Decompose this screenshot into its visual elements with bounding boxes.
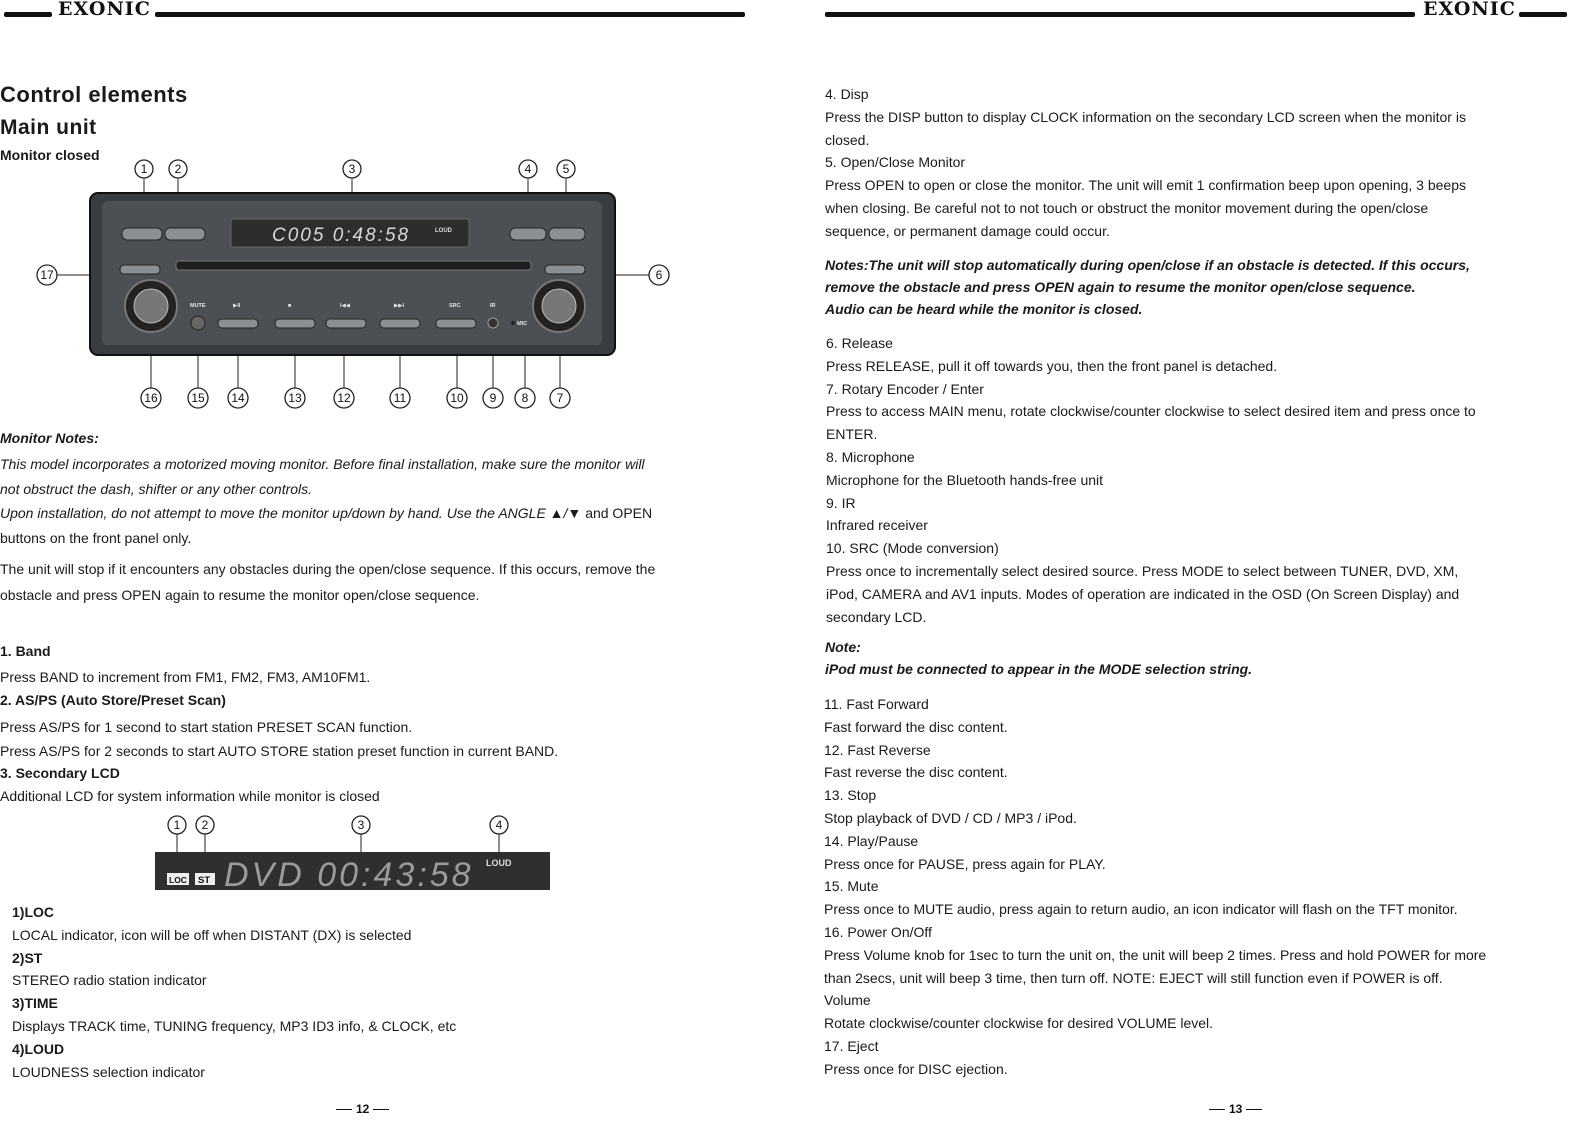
lcd-loc-label: LOC	[169, 875, 187, 885]
item-14-title: 14. Play/Pause	[824, 832, 919, 849]
band-button[interactable]	[122, 228, 162, 240]
callout-15: 15	[191, 391, 205, 405]
stop-line-1: The unit will stop if it encounters any obstacles during the open/close sequence. If this occurs, remove the	[0, 561, 656, 577]
item-2-title: 2. AS/PS (Auto Store/Preset Scan)	[0, 692, 226, 708]
note2-text: iPod must be connected to appear in the MODE selection string.	[825, 661, 1253, 677]
item-3-desc: Additional LCD for system information while monitor is closed	[0, 788, 380, 804]
callout-13: 13	[288, 391, 302, 405]
lcd-item-3-desc: Displays TRACK time, TUNING frequency, MP3 ID3 info, & CLOCK, etc	[12, 1017, 457, 1034]
item-5-desc-2: when closing. Be careful not to not touch or obstruct the monitor movement during the open/close	[825, 199, 1429, 216]
callout-9: 9	[489, 391, 497, 405]
notes-line-3-tail: and OPEN	[585, 505, 653, 521]
callout-4: 4	[524, 162, 532, 176]
page-title: Control elements	[0, 82, 188, 107]
lcd-item-3-title: 3)TIME	[12, 995, 58, 1012]
brand-logo: EXONIC	[58, 0, 151, 20]
item-17-title: 17. Eject	[824, 1037, 879, 1054]
item-5-title: 5. Open/Close Monitor	[825, 154, 966, 171]
release-button[interactable]	[545, 265, 585, 274]
monitor-notes-body	[0, 452, 652, 526]
monitor-notes-title: Monitor Notes:	[0, 430, 99, 446]
item-13-desc: Stop playback of DVD / CD / MP3 / iPod.	[824, 809, 1077, 826]
item-6-title: 6. Release	[826, 335, 893, 351]
disc-slot	[176, 261, 531, 270]
header-rule-left	[4, 12, 52, 17]
rotary-encoder-cap	[542, 289, 576, 323]
label-mic: MIC	[517, 321, 528, 327]
label-rew: I◀◀	[340, 303, 350, 309]
notes-line-3-text: Upon installation, do not attempt to move the monitor up/down by hand. Use the ANGLE ▲/▼	[0, 505, 582, 521]
label-play: ▶II	[233, 303, 241, 309]
note2-title: Note:	[825, 639, 861, 655]
item-13-title: 13. Stop	[824, 787, 877, 804]
notes-line-4: buttons on the front panel only.	[0, 530, 192, 546]
right-page	[790, 0, 1577, 1122]
obstacle-note	[825, 254, 1470, 320]
item-16-desc-3: Volume	[824, 992, 871, 1009]
page-number-right: 13	[1229, 1102, 1243, 1116]
callout-1: 1	[140, 162, 148, 176]
item-9-title: 9. IR	[826, 494, 856, 511]
lcd-item-1-desc: LOCAL indicator, icon will be off when DISTANT (DX) is selected	[12, 926, 412, 943]
item-12-title: 12. Fast Reverse	[824, 741, 931, 758]
lcd-callout-2: 2	[201, 818, 209, 832]
notes-line-1: This model incorporates a motorized moving monitor. Before final installation, make sure the monitor will	[0, 456, 645, 472]
monitor-caption: Monitor closed	[0, 147, 100, 163]
label-ir: IR	[490, 303, 496, 309]
callout-5: 5	[562, 162, 570, 176]
callout-3: 3	[348, 162, 356, 176]
stop-notice	[0, 556, 655, 608]
secondary-lcd-diagram	[150, 812, 555, 894]
lcd-item-4-desc: LOUDNESS selection indicator	[12, 1063, 205, 1080]
item-2-desc-2: Press AS/PS for 2 seconds to start AUTO STORE station preset function in current BAND.	[0, 743, 559, 759]
ipod-note	[825, 636, 1252, 680]
note1-line-2: remove the obstacle and press OPEN again to resume the monitor open/close sequence.	[825, 279, 1416, 295]
unit-lcd-text: C005 0:48:58	[272, 225, 411, 246]
disp-button[interactable]	[510, 228, 546, 240]
item-1-title: 1. Band	[0, 643, 51, 659]
callout-11: 11	[393, 391, 407, 405]
item-2-desc-1: Press AS/PS for 1 second to start station PRESET SCAN function.	[0, 719, 413, 735]
stop-line-2: obstacle and press OPEN again to resume the monitor open/close sequence.	[0, 587, 480, 603]
lcd-item-1-title: 1)LOC	[12, 904, 54, 920]
item-15-desc: Press once to MUTE audio, press again to return audio, an icon indicator will flash on the TFT monitor.	[824, 901, 1458, 918]
note1-line-3: Audio can be heard while the monitor is closed.	[825, 301, 1143, 317]
callout-16: 16	[144, 391, 158, 405]
stop-button[interactable]	[275, 319, 315, 328]
left-header	[0, 0, 760, 22]
lcd-loud-label: LOUD	[486, 858, 512, 868]
section-title: Main unit	[0, 116, 97, 139]
microphone	[511, 321, 515, 325]
item-7-title: 7. Rotary Encoder / Enter	[826, 380, 984, 397]
callout-17: 17	[40, 268, 54, 282]
item-12-desc: Fast reverse the disc content.	[824, 764, 1008, 781]
lcd-callout-3: 3	[357, 818, 365, 832]
item-3-title: 3. Secondary LCD	[0, 765, 120, 781]
item-16-title: 16. Power On/Off	[824, 923, 932, 940]
item-8-desc: Microphone for the Bluetooth hands-free unit	[826, 471, 1104, 488]
callout-2: 2	[174, 162, 182, 176]
callout-12: 12	[337, 391, 351, 405]
item-6-desc: Press RELEASE, pull it off towards you, then the front panel is detached.	[826, 357, 1278, 374]
right-page-footer	[1205, 1102, 1266, 1116]
item-5-desc-3: sequence, or permanent damage could occur.	[825, 222, 1110, 239]
mute-button[interactable]	[191, 316, 205, 330]
callout-14: 14	[231, 391, 245, 405]
callout-8: 8	[521, 391, 529, 405]
header-rule-right	[1519, 12, 1567, 17]
eject-button[interactable]	[120, 265, 160, 274]
item-4-title: 4. Disp	[825, 86, 869, 102]
ir-receiver	[488, 318, 498, 328]
lcd-callout-4: 4	[495, 818, 503, 832]
notes-line-3	[0, 501, 652, 526]
label-stop: ■	[288, 303, 292, 309]
item-11-desc: Fast forward the disc content.	[824, 718, 1008, 735]
left-page	[0, 0, 760, 1122]
callout-6: 6	[655, 268, 663, 282]
right-block-1	[825, 83, 1466, 243]
item-17-desc: Press once for DISC ejection.	[824, 1060, 1008, 1077]
lcd-item-4-title: 4)LOUD	[12, 1040, 65, 1057]
fast-forward-button[interactable]	[380, 319, 420, 328]
right-header	[790, 0, 1577, 22]
label-src: SRC	[449, 303, 461, 309]
item-5-desc-1: Press OPEN to open or close the monitor. The unit will emit 1 confirmation beep upon opening, 3 beeps	[825, 177, 1466, 194]
item-10-desc-2: iPod, CAMERA and AV1 inputs. Modes of operation are indicated in the OSD (On Screen Display) and	[826, 585, 1460, 602]
head-unit-diagram	[30, 155, 680, 410]
item-11-title: 11. Fast Forward	[824, 696, 929, 712]
right-block-3	[824, 693, 1486, 1081]
unit-loud-label: LOUD	[435, 228, 452, 234]
lcd-legend	[12, 901, 456, 1083]
src-button[interactable]	[436, 319, 476, 328]
brand-logo: EXONIC	[1423, 0, 1516, 20]
lcd-item-2-desc: STEREO radio station indicator	[12, 972, 207, 989]
right-block-2	[826, 332, 1476, 628]
item-16-desc-2: than 2secs, unit will beep 3 time, then turn off. NOTE: EJECT will still function even if POWER is off.	[824, 969, 1443, 986]
lcd-st-label: ST	[198, 875, 211, 886]
item-4-desc-1: Press the DISP button to display CLOCK information on the secondary LCD screen when the monitor is	[825, 108, 1466, 125]
item-4-desc-2: closed.	[825, 131, 870, 148]
note1-line-1: Notes:The unit will stop automatically during open/close if an obstacle is detected. If this occurs,	[825, 257, 1470, 273]
left-page-footer	[332, 1102, 393, 1116]
item-9-desc: Infrared receiver	[826, 517, 928, 534]
label-mute: MUTE	[190, 303, 206, 309]
callout-10: 10	[450, 391, 464, 405]
volume-knob-cap	[134, 289, 168, 323]
callout-7: 7	[556, 391, 564, 405]
lcd-callout-1: 1	[173, 818, 181, 832]
item-8-title: 8. Microphone	[826, 448, 915, 465]
page-number-left: 12	[356, 1102, 370, 1116]
header-rule-right	[155, 12, 745, 17]
open-button[interactable]	[549, 228, 585, 240]
item-16-desc-1: Press Volume knob for 1sec to turn the unit on, the unit will beep 2 times. Press and hold POWER for more	[824, 946, 1487, 963]
lcd-main-text: DVD 00:43:58	[224, 856, 474, 894]
asps-button[interactable]	[165, 228, 205, 240]
notes-line-2: not obstruct the dash, shifter or any other controls.	[0, 480, 313, 497]
item-10-desc-1: Press once to incrementally select desired source. Press MODE to select between TUNER, DVD, XM,	[826, 562, 1459, 579]
label-ff: ▶▶I	[394, 303, 404, 309]
lcd-item-2-title: 2)ST	[12, 949, 43, 966]
item-7-desc-2: ENTER.	[826, 426, 878, 443]
item-10-title: 10. SRC (Mode conversion)	[826, 540, 999, 557]
fast-reverse-button[interactable]	[326, 319, 366, 328]
item-15-title: 15. Mute	[824, 878, 879, 895]
item-7-desc-1: Press to access MAIN menu, rotate clockwise/counter clockwise to select desired item and press once to	[826, 403, 1476, 420]
play-pause-button[interactable]	[218, 319, 258, 328]
header-rule-left	[825, 12, 1415, 17]
item-10-desc-3: secondary LCD.	[826, 608, 927, 625]
item-14-desc: Press once for PAUSE, press again for PLAY.	[824, 855, 1106, 872]
item-1-desc: Press BAND to increment from FM1, FM2, FM3, AM10FM1.	[0, 669, 371, 685]
item-16-desc-4: Rotate clockwise/counter clockwise for desired VOLUME level.	[824, 1015, 1214, 1032]
